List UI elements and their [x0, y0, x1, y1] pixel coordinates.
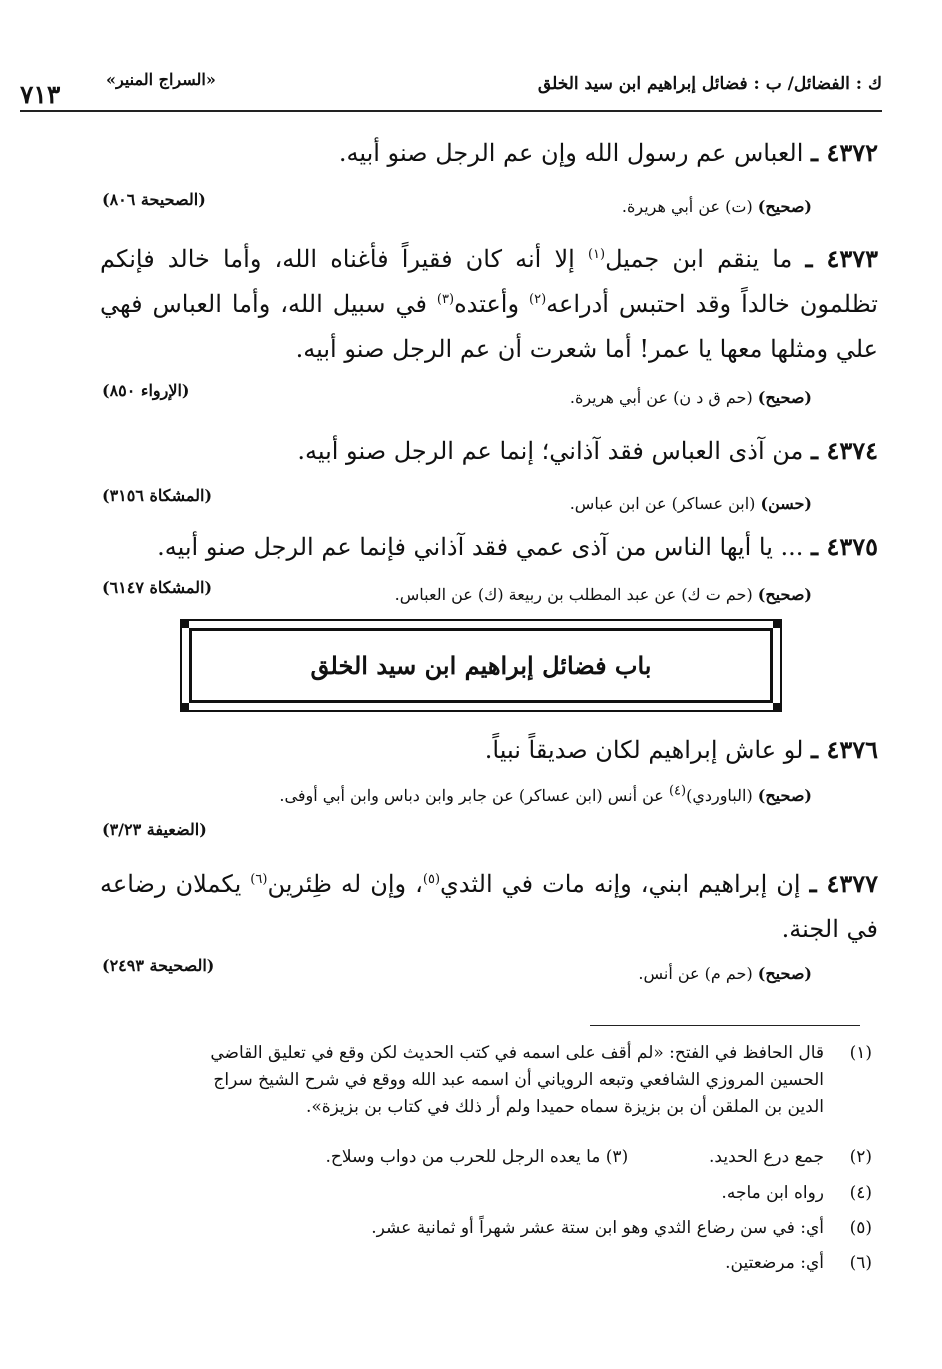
footnote-2-3-row — [90, 1144, 872, 1171]
hadith-body-part: إن إبراهيم ابني، وإنه مات في الثدي — [440, 870, 801, 898]
hadith-number: ٤٣٧٢ ـ — [811, 138, 878, 167]
grade: (صحيح) — [757, 197, 812, 216]
grade: (حسن) — [760, 494, 812, 513]
footnote-text: أي: في سن رضاع الثدي وهو ابن ستة عشر شهراً أو ثمانية عشر. — [371, 1218, 824, 1238]
hadith-body: ... يا أيها الناس من آذى عمي فقد آذاني فإنما عم الرجل صنو أبيه. — [157, 533, 804, 561]
hadith-4376-ref: (الضعيفة ٣/٢٣) — [102, 820, 207, 839]
footnote-number: (٥) — [849, 1218, 872, 1238]
hadith-4377-text — [100, 861, 878, 952]
source-text: عن أنس (ابن عساكر) عن جابر وابن دباس وابن أبي أوفى. — [279, 786, 664, 805]
hadith-number: ٤٣٧٧ ـ — [809, 869, 878, 898]
grade: (صحيح) — [757, 964, 812, 983]
section-heading-inner-frame — [189, 628, 773, 703]
hadith-number: ٤٣٧٤ ـ — [811, 436, 878, 465]
footnote-line — [90, 1040, 872, 1067]
hadith-4374-source — [570, 494, 812, 513]
source-text: (الباوردي) — [686, 786, 753, 805]
section-heading-box — [180, 619, 782, 712]
hadith-4377-ref: (الصحيحة ٢٤٩٣) — [102, 956, 215, 975]
box-corner — [773, 703, 780, 710]
hadith-4376-text — [100, 727, 878, 773]
footnote-marker: (٤) — [668, 783, 687, 799]
source-text: (حم م) عن أنس. — [638, 964, 753, 983]
footnote-marker: (٦) — [250, 872, 268, 887]
source-text: (ابن عساكر) عن ابن عباس. — [569, 494, 756, 513]
hadith-body-part: ما ينقم ابن جميل — [605, 245, 793, 273]
footnote-marker: (٢) — [529, 292, 547, 307]
hadith-body-part: في سبيل الله، وأما العباس فهي علي ومثلها معها يا عمر! أما شعرت أن عم الرجل صنو أبيه. — [100, 290, 878, 363]
hadith-4372-text — [100, 130, 878, 176]
hadith-4377-source — [638, 964, 812, 983]
footnote-text: ما يعده الرجل للحرب من دواب وسلاح. — [325, 1147, 601, 1167]
source-text: (حم ق د ن) عن أبي هريرة. — [569, 388, 753, 407]
hadith-number: ٤٣٧٦ ـ — [811, 735, 878, 764]
running-header-chapter: ك : الفضائل/ ب : فضائل إبراهيم ابن سيد الخلق — [537, 74, 882, 94]
footnote-number: (٣) — [605, 1147, 629, 1167]
footnote-separator — [590, 1025, 860, 1026]
hadith-4375-text — [100, 524, 878, 570]
footnote-line: الدين بن الملقن أن بن بزيزة سماه حميدا ولم أر ذلك في كتاب بن بزيزة». — [305, 1097, 824, 1117]
hadith-4375-ref: (المشكاة ٦١٤٧) — [102, 578, 213, 597]
box-corner — [182, 703, 189, 710]
hadith-4374-text — [100, 428, 878, 474]
footnote-marker: (٣) — [436, 292, 455, 307]
footnote-number: (١) — [849, 1043, 872, 1063]
hadith-body-part: إلا أنه كان فقيراً فأغناه الله، وأما خالد فإنكم تظلمون خالداً وقد احتبس أدراعه — [100, 245, 878, 318]
hadith-4373-ref: (الإرواء ٨٥٠) — [102, 381, 190, 400]
footnote-text: قال الحافظ في الفتح: «لم أقف على اسمه في كتب الحديث لكن وقع في تعليق القاضي — [210, 1043, 824, 1063]
box-corner — [182, 621, 189, 628]
footnote-number: (٤) — [849, 1183, 872, 1203]
source-text: (حم ت ك) عن عبد المطلب بن ربيعة (ك) عن العباس. — [394, 585, 753, 604]
hadith-body-part: وأعتده — [454, 290, 520, 318]
hadith-body: العباس عم رسول الله وإن عم الرجل صنو أبيه. — [338, 139, 804, 167]
grade: (صحيح) — [757, 388, 812, 407]
footnote-4 — [90, 1180, 872, 1207]
hadith-body-part: ، وإن له ظِئرين — [267, 870, 423, 898]
page-number: ٧١٣ — [20, 80, 61, 109]
hadith-4376-source — [279, 783, 812, 805]
footnote-text: أي: مرضعتين. — [725, 1253, 824, 1273]
hadith-4372-source — [622, 197, 812, 216]
header-rule — [20, 110, 882, 112]
footnote-marker: (١) — [587, 247, 606, 262]
hadith-body: من آذى العباس فقد آذاني؛ إنما عم الرجل صنو أبيه. — [297, 437, 804, 465]
footnote-marker: (٥) — [422, 872, 441, 887]
footnote-text: جمع درع الحديد. — [709, 1147, 824, 1167]
hadith-number: ٤٣٧٣ ـ — [805, 244, 878, 273]
hadith-body: لو عاش إبراهيم لكان صديقاً نبياً. — [484, 736, 804, 764]
hadith-number: ٤٣٧٥ ـ — [811, 532, 878, 561]
grade: (صحيح) — [757, 786, 812, 805]
footnote-number: (٢) — [849, 1147, 872, 1167]
footnote-5 — [90, 1215, 872, 1242]
grade: (صحيح) — [757, 585, 812, 604]
hadith-4372-ref: (الصحيحة ٨٠٦) — [102, 190, 206, 209]
footnote-1 — [90, 1040, 872, 1121]
hadith-4375-source — [395, 585, 812, 604]
footnote-number: (٦) — [849, 1253, 872, 1273]
footnote-6 — [90, 1250, 872, 1277]
footnote-text: رواه ابن ماجه. — [721, 1183, 824, 1203]
hadith-4374-ref: (المشكاة ٣١٥٦) — [102, 486, 213, 505]
section-title: باب فضائل إبراهيم ابن سيد الخلق — [310, 651, 652, 680]
source-text: (ت) عن أبي هريرة. — [621, 197, 753, 216]
box-corner — [773, 621, 780, 628]
hadith-4373-text — [100, 236, 878, 372]
hadith-body-part: يكملان رضاعه في الجنة. — [100, 870, 878, 943]
hadith-4373-source — [570, 388, 812, 407]
footnote-line: الحسين المروزي الشافعي وتبعه الروياني أن اسمه عبد الله ووقع في شرح الشيخ سراج — [213, 1070, 824, 1090]
running-header-book-title: «السراج المنير» — [106, 70, 216, 89]
